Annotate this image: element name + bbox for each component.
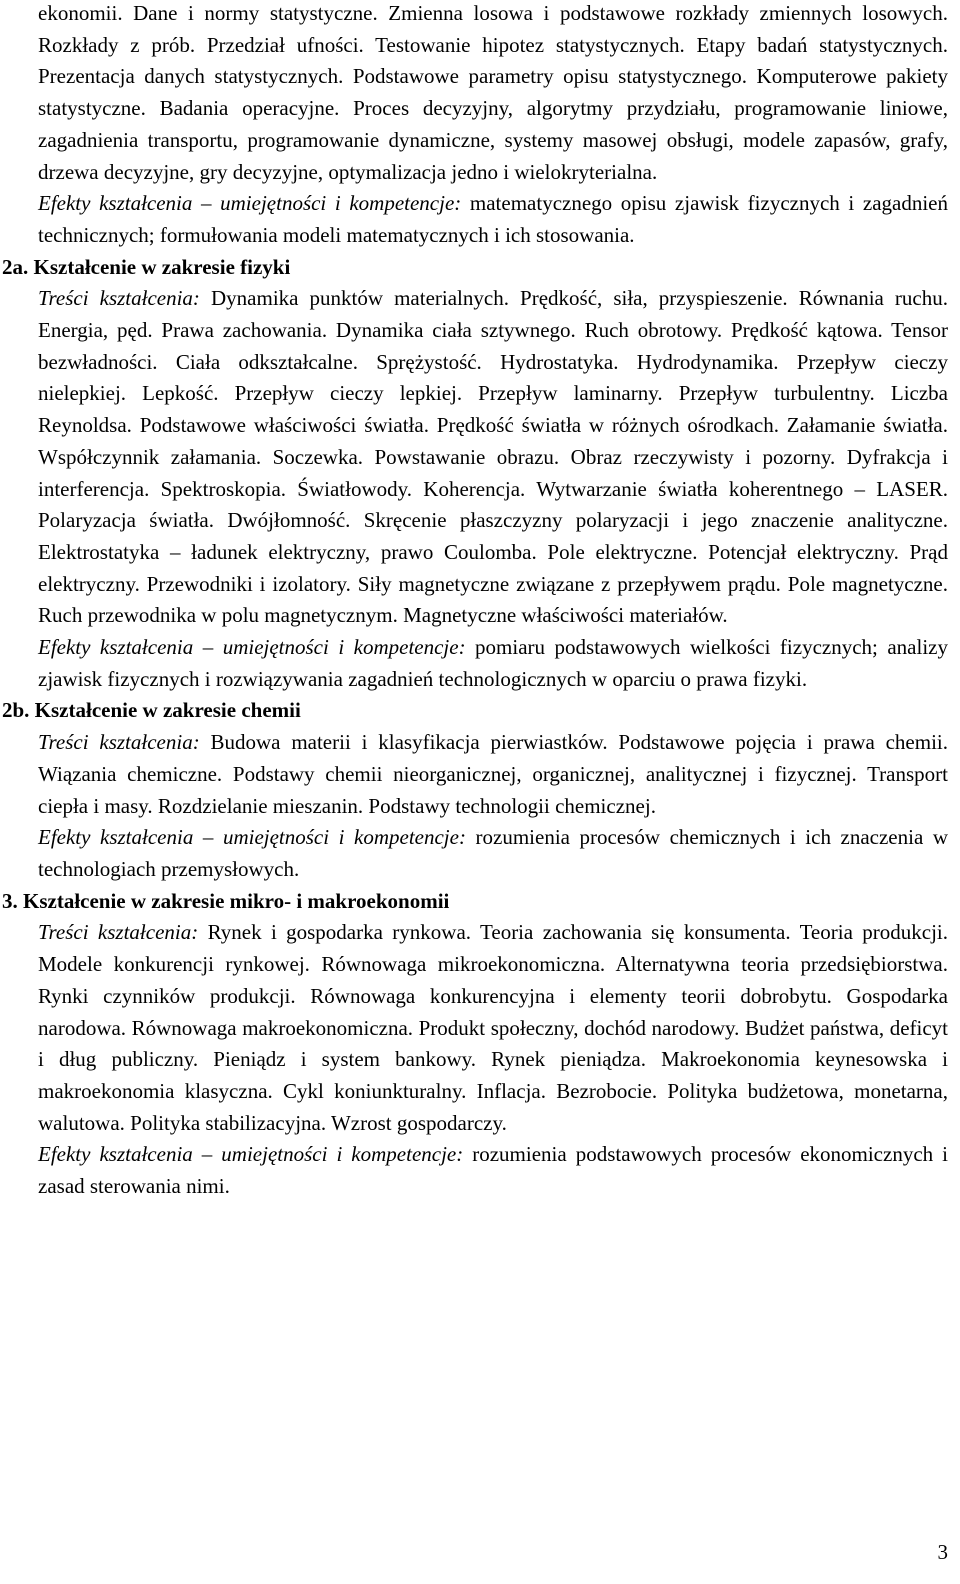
physics-content-paragraph [38, 283, 948, 632]
content-text: Rynek i gospodarka rynkowa. Teoria zachowania się konsumenta. Teoria produkcji. Modele konkurencji rynkowej. Równowaga mikroekonomiczna. Alternatywna teoria przedsiębiorstwa. Rynki czynników produkcji. Równowaga konkurencyjna i elementy teorii dobrobytu. Gospodarka narodowa. Równowaga makroekonomiczna. Produkt społeczny, dochód narodowy. Budżet państwa, deficyt i dług publiczny. Pieniądz i system bankowy. Rynek pieniądza. Makroekonomia keynesowska i makroekonomia klasyczna. Cykl koniunkturalny. Inflacja. Bezrobocie. Polityka budżetowa, monetarna, walutowa. Polityka stabilizacyjna. Wzrost gospodarczy. [38, 920, 948, 1135]
content-label: Treści kształcenia: [38, 286, 200, 311]
page-number: 3 [937, 1540, 948, 1564]
intro-text: ekonomii. Dane i normy statystyczne. Zmienna losowa i podstawowe rozkłady zmiennych losowych. Rozkłady z prób. Przedział ufności. Testowanie hipotez statystycznych. Etapy badań statystycznych. Prezentacja danych statystycznych. Podstawowe parametry opisu statystycznego. Komputerowe pakiety statystyczne. Badania operacyjne. Proces decyzyjny, algorytmy przydziału, programowanie liniowe, zagadnienia transportu, programowanie dynamiczne, systemy masowej obsługi, modele zapasów, grafy, drzewa decyzyjne, gry decyzyjne, optymalizacja jedno i wielokryterialna. [38, 1, 948, 184]
effects-text: rozumienia podstawowych procesów ekonomicznych i zasad sterowania nimi. [38, 1142, 948, 1199]
effects-label: Efekty kształcenia – umiejętności i kompetencje: [38, 825, 466, 850]
section-heading-physics: 2a. Kształcenie w zakresie fizyki [2, 254, 291, 279]
section-heading-chemistry: 2b. Kształcenie w zakresie chemii [2, 698, 301, 723]
content-text: Budowa materii i klasyfikacja pierwiastków. Podstawowe pojęcia i prawa chemii. Wiązania chemiczne. Podstawy chemii nieorganicznej, organicznej, analitycznej i fizycznej. Transport ciepła i masy. Rozdzielanie mieszanin. Podstawy technologii chemicznej. [38, 730, 948, 818]
effects-text: matematycznego opisu zjawisk fizycznych i zagadnień technicznych; formułowania modeli matematycznych i ich stosowania. [38, 191, 948, 247]
page-body [2, 0, 948, 1203]
economics-content-paragraph [38, 917, 948, 1139]
intro-paragraph [38, 0, 948, 188]
effects-text: rozumienia procesów chemicznych i ich znaczenia w technologiach przemysłowych. [38, 825, 948, 881]
physics-effects-paragraph [38, 632, 948, 695]
effects-label: Efekty kształcenia – umiejętności i kompetencje: [38, 635, 466, 660]
effects-text: pomiaru podstawowych wielkości fizycznych; analizy zjawisk fizycznych i rozwiązywania zagadnień technologicznych w oparciu o prawa fizyki. [38, 635, 948, 691]
content-label: Treści kształcenia: [38, 920, 199, 945]
effects-label: Efekty kształcenia – umiejętności i kompetencje: [38, 191, 462, 216]
content-label: Treści kształcenia: [38, 730, 200, 755]
effects-label: Efekty kształcenia – umiejętności i kompetencje: [38, 1142, 464, 1167]
content-text: Dynamika punktów materialnych. Prędkość, siła, przyspieszenie. Równania ruchu. Energia, pęd. Prawa zachowania. Dynamika ciała sztywnego. Ruch obrotowy. Prędkość kątowa. Tensor bezwładności. Ciała odkształcalne. Sprężystość. Hydrostatyka. Hydrodynamika. Przepływ cieczy nielepkiej. Lepkość. Przepływ cieczy lepkiej. Przepływ laminarny. Przepływ turbulentny. Liczba Reynoldsa. Podstawowe właściwości światła. Prędkość światła w różnych ośrodkach. Załamanie światła. Współczynnik załamania. Soczewka. Powstawanie obrazu. Obraz rzeczywisty i pozorny. Dyfrakcja i interferencja. Spektroskopia. Światłowody. Koherencja. Wytwarzanie światła koherentnego – LASER. Polaryzacja światła. Dwójłomność. Skręcenie płaszczyzny polaryzacji i jego znaczenie analityczne. Elektrostatyka – ładunek elektryczny, prawo Coulomba. Pole elektryczne. Potencjał elektryczny. Prąd elektryczny. Przewodniki i izolatory. Siły magnetyczne związane z przepływem prądu. Pole magnetyczne. Ruch przewodnika w polu magnetycznym. Magnetyczne właściwości materiałów. [38, 286, 948, 628]
section-heading-economics: 3. Kształcenie w zakresie mikro- i makroekonomii [2, 888, 450, 913]
economics-effects-paragraph [38, 1139, 948, 1202]
chemistry-content-paragraph [38, 727, 948, 822]
intro-effects-paragraph [38, 188, 948, 251]
chemistry-effects-paragraph [38, 822, 948, 885]
